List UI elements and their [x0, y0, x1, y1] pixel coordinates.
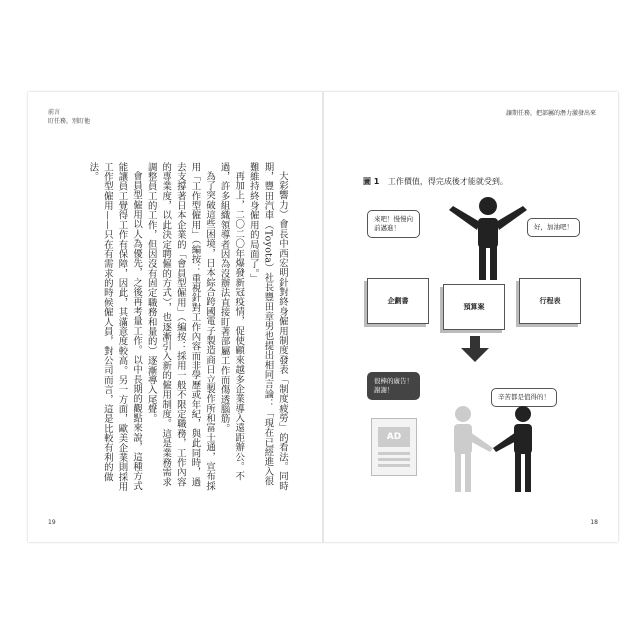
down-arrow-icon [461, 336, 489, 362]
paragraph: 再加上，二〇二〇年爆發新冠疫情，促使顧來越多企業導入遠距辦公。不過，許多組織領導者因為沒辦法直接盯著部屬工作而傷透腦筋。 [218, 162, 245, 482]
chapter-title: 盯任務，別盯他 [48, 118, 91, 125]
schedule-document: 行程表 [519, 278, 581, 324]
bubble-line: 來吧！慢慢向 [374, 215, 413, 223]
praise-bubble [367, 372, 420, 400]
right-page-number: 18 [590, 519, 598, 526]
encourage-bubble [367, 210, 420, 238]
left-running-head [48, 108, 90, 126]
paragraph: 為了突破這些困境，日本綜合跨國電子製造商日立製作所和富士通，宣布採用「工作型僱用」（編按：重視針對工作內容而非學歷或年紀，與此同時，過去支撐著日本企業的「會員型僱用」（編按：採用一般不限定職務，工作內容的專業度，以此決定聘僱的方式），也逐漸引入新的僱用制度。這是業務需求調整員工的工作，但因沒有固定職務和量的）逐漸導入尾聲。 [145, 162, 216, 492]
left-page-number: 19 [48, 519, 56, 526]
right-running-head: 讓期任務，把部屬的潛力激發出來 [505, 110, 596, 117]
ad-poster [371, 418, 417, 476]
left-page [28, 92, 323, 542]
figure-illustration [363, 192, 593, 502]
figure-caption: 工作價值，得完成後才能就受到。 [387, 177, 508, 186]
paragraph: 大彩響力）會長中西宏明針對終身僱用制度發表「制度疲勞」的看法。同時期，豐田汽車（Toyota）社長豐田章男也提出相同言論：「現在已經進入很難維持終身僱用的局面了。」 [247, 162, 288, 492]
paragraph: 會員型僱用以人為優先，之後再考量工作。以中長期的觀點來說，這種方式能讓員工覺得工作有保障，因此，其滿意度較高。另一方面，歐美企業則採用工作型僱用——只在有需求的時候僱人員，對公司而言，這是比較有利的做法。 [87, 162, 143, 492]
bubble-line: 謝謝！ [374, 386, 394, 394]
manager-figure-icon [433, 192, 543, 292]
right-page [323, 92, 618, 542]
book-spread [28, 92, 618, 542]
budget-document: 預算案 [443, 284, 505, 330]
bubble-line: 很棒的廣告！ [374, 377, 413, 385]
body-text [85, 162, 289, 492]
handshake-figures-icon [423, 402, 563, 502]
bubble-line: 前邁進！ [374, 224, 400, 232]
reply-bubble: 好，加油吧！ [527, 218, 580, 237]
plan-document: 企劃書 [367, 278, 429, 324]
chapter-label: 前言 [48, 109, 61, 116]
ad-label: AD [378, 427, 410, 447]
figure-label: 圖 1 [363, 177, 380, 186]
worth-bubble: 辛苦都是值得的！ [491, 388, 557, 407]
figure-title [363, 176, 508, 187]
